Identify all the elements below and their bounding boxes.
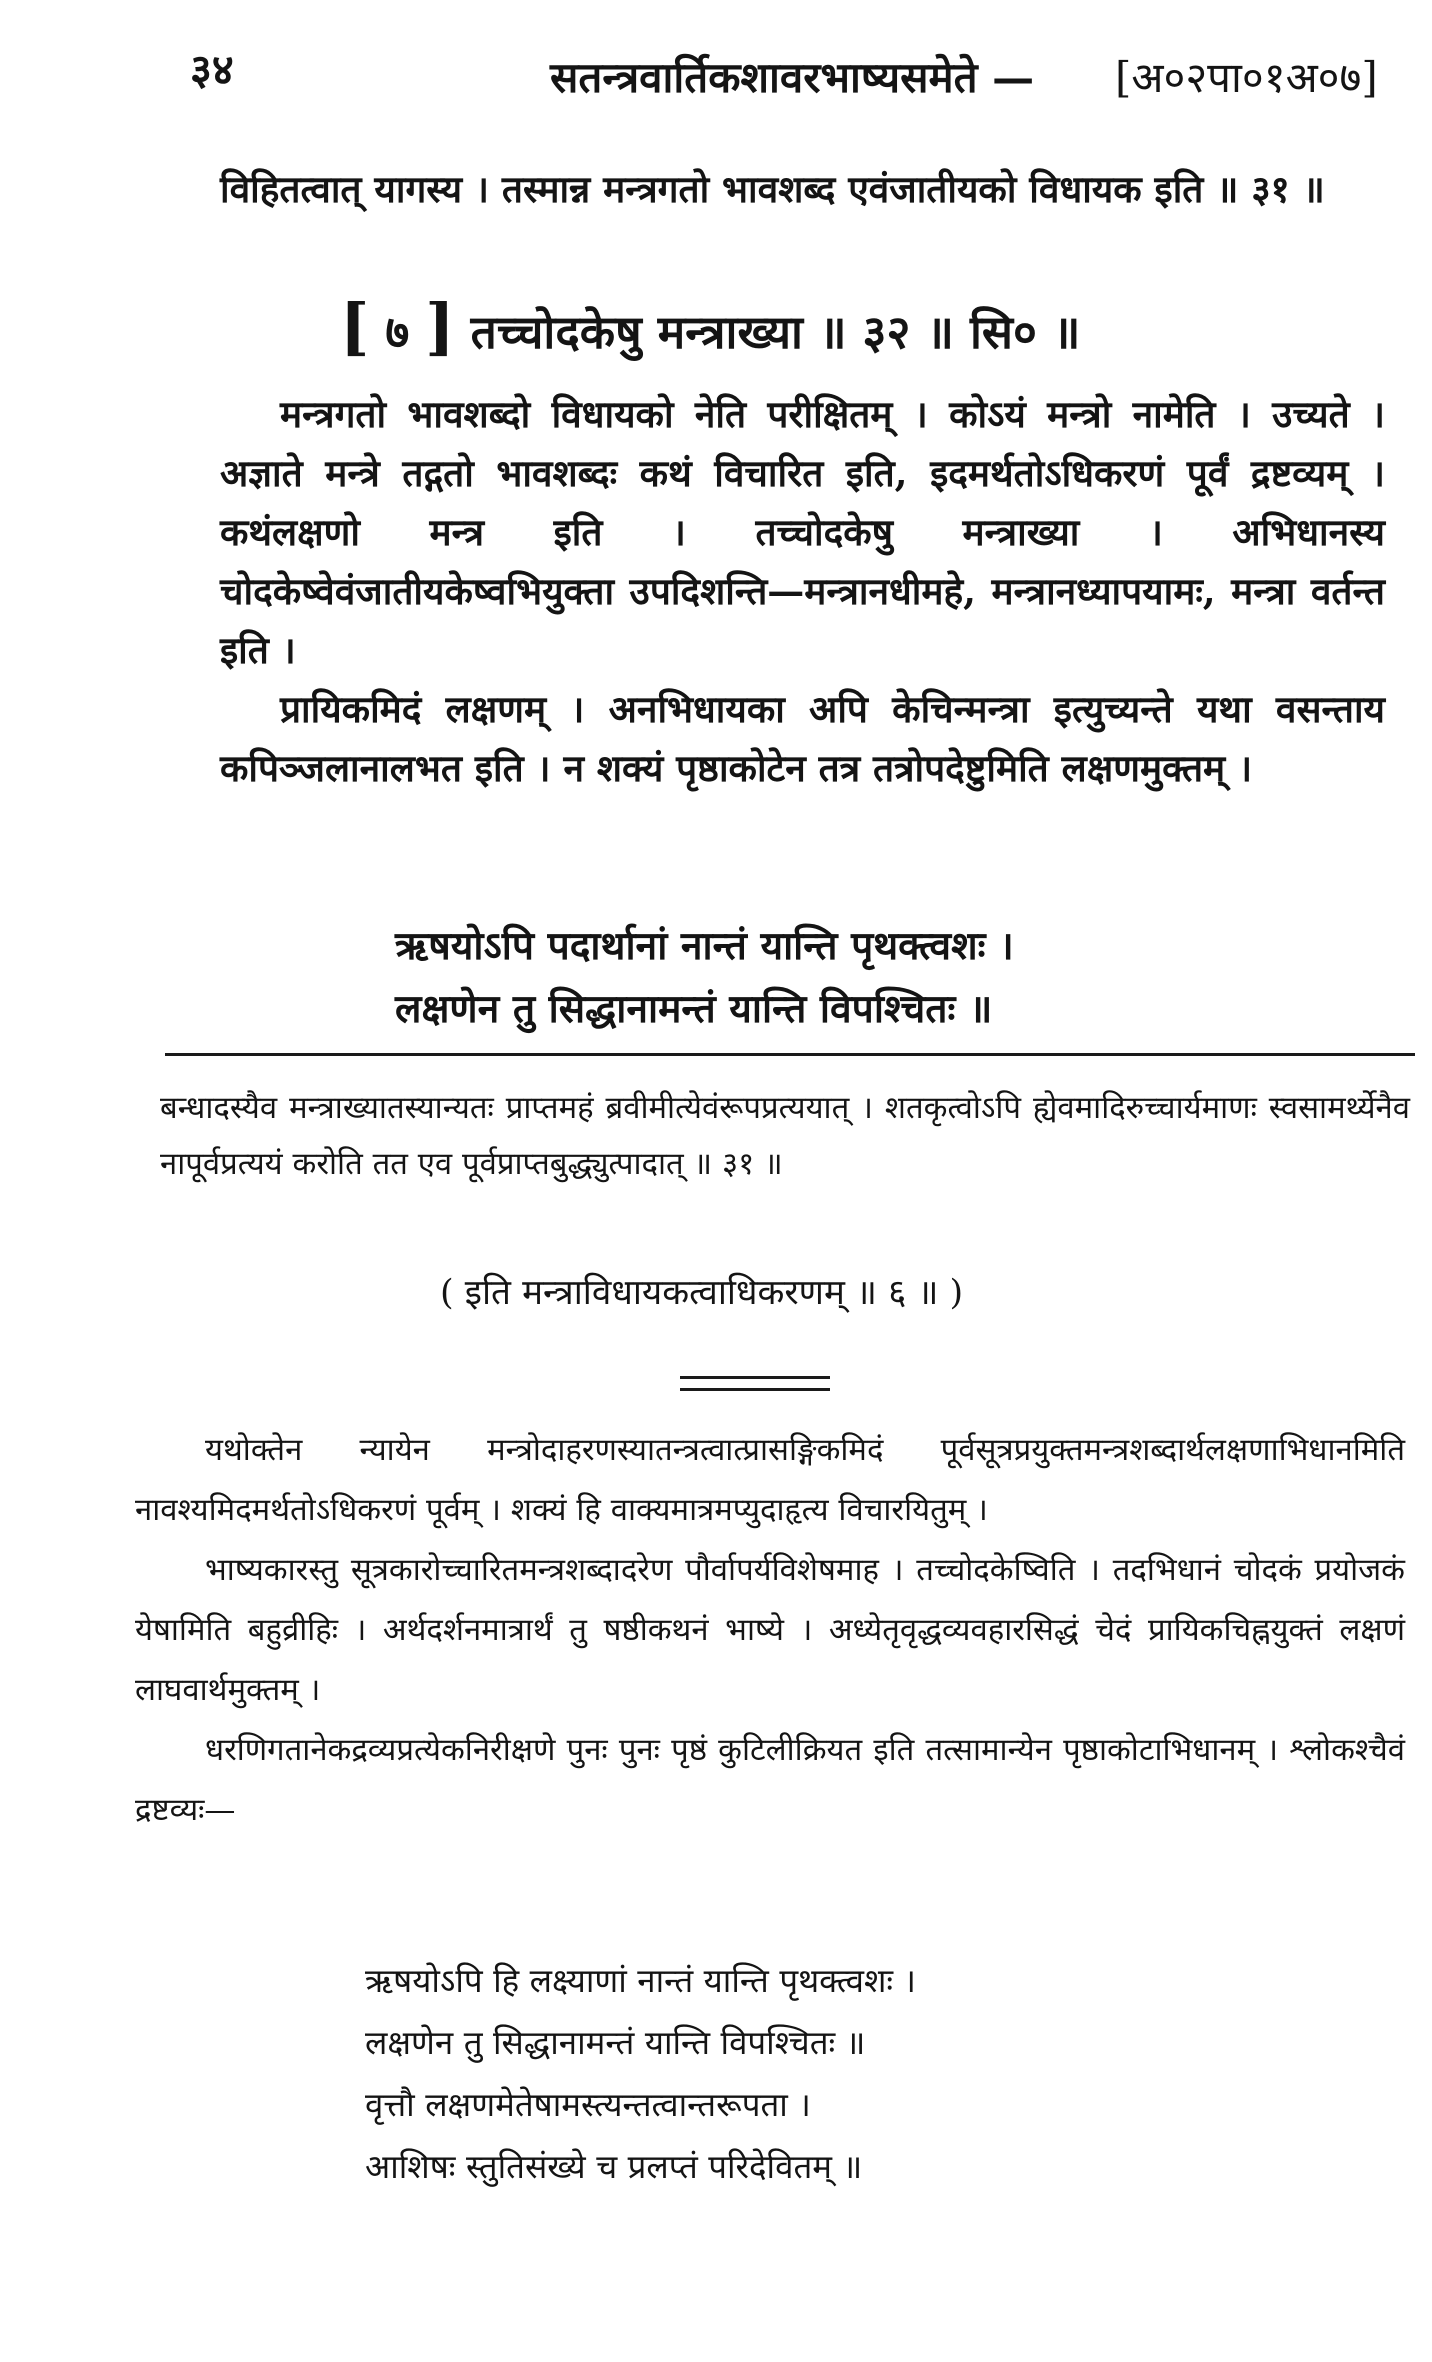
- section-reference: [अ०२पा०१अ०७]: [1115, 53, 1378, 102]
- footnote: [160, 1080, 1410, 1192]
- main-verse: [395, 915, 1014, 1041]
- commentary-verse: [365, 1950, 916, 2198]
- main-paragraph-3: प्रायिकमिदं लक्षणम् । अनभिधायका अपि केचिन्मन्त्रा इत्युच्यन्ते यथा वसन्ताय कपिञ्जलानालभत इति । न शक्यं पृष्ठाकोटेन तत्र तत्रोपदेष्टुमिति लक्षणमुक्तम् ।: [220, 687, 1385, 790]
- commentary-paragraph-3: धरणिगतानेकद्रव्यप्रत्येकनिरीक्षणे पुनः पुनः पृष्ठं कुटिलीक्रियत इति तत्सामान्येन पृष्ठाकोटाभिधानम् । श्लोकश्चैवं द्रष्टव्यः—: [135, 1732, 1405, 1828]
- double-rule-divider: [680, 1376, 830, 1391]
- main-text-top: [220, 160, 1375, 219]
- commentary: [135, 1420, 1405, 1840]
- sutra-close-bracket: ]: [425, 290, 455, 363]
- footnote-text: बन्धादस्यैव मन्त्राख्यातस्यान्यतः प्राप्तमहं ब्रवीमीत्येवंरूपप्रत्ययात् । शतकृत्वोऽपि ह्येवमादिरुच्चार्यमाणः स्वसामर्थ्येनैव नापूर्वप्रत्ययं करोति तत एव पूर्वप्राप्तबुद्ध्युत्पादात् ॥ ३१ ॥: [160, 1090, 1410, 1182]
- running-title: सतन्त्रवार्तिकशावरभाष्यसमेते —: [550, 53, 1035, 102]
- main-paragraph-1: विहितत्वात् यागस्य । तस्मान्न मन्त्रगतो भावशब्द एवंजातीयको विधायक इति ॥ ३१ ॥: [220, 167, 1325, 211]
- main-paragraph-2: मन्त्रगतो भावशब्दो विधायको नेति परीक्षितम् । कोऽयं मन्त्रो नामेति । उच्यते । अज्ञाते मन्त्रे तद्गतो भावशब्दः कथं विचारित इति, इदमर्थतोऽधिकरणं पूर्वं द्रष्टव्यम् । कथंलक्षणो मन्त्र इति । तच्चोदकेषु मन्त्राख्या । अभिधानस्य चोदकेष्वेवंजातीयकेष्वभियुक्ता उपदिशन्ति—मन्त्रानधीमहे, मन्त्रानध्यापयामः, मन्त्रा वर्तन्त इति ।: [220, 392, 1385, 672]
- sutra-heading: [340, 290, 1340, 363]
- commentary-paragraph-1: यथोक्तेन न्यायेन मन्त्रोदाहरणस्यातन्त्रत्वात्प्रासङ्गिकमिदं पूर्वसूत्रप्रयुक्तमन्त्रशब्दार्थलक्षणाभिधानमिति नावश्यमिदमर्थतोऽधिकरणं पूर्वम् । शक्यं हि वाक्यमात्रमप्युदाहृत्य विचारयितुम् ।: [135, 1432, 1405, 1528]
- adhikarana-colophon: ( इति मन्त्राविधायकत्वाधिकरणम् ॥ ६ ॥ ): [440, 1273, 964, 1313]
- commentary-paragraph-2: भाष्यकारस्तु सूत्रकारोच्चारितमन्त्रशब्दादरेण पौर्वापर्यविशेषमाह । तच्चोदकेष्विति । तदभिधानं चोदकं प्रयोजकं येषामिति बहुव्रीहिः । अर्थदर्शनमात्रार्थं तु षष्ठीकथनं भाष्ये । अध्येतृवृद्धव्यवहारसिद्धं चेदं प्रायिकचिह्नयुक्तं लक्षणं लाघवार्थमुक्तम् ।: [135, 1552, 1405, 1708]
- main-text: [220, 385, 1385, 798]
- page-number: ३४: [190, 45, 234, 94]
- sutra-open-bracket: [: [340, 290, 370, 363]
- footnote-divider: [165, 1053, 1415, 1056]
- page-header: [180, 30, 1410, 110]
- main-verse-line-1: ऋषयोऽपि पदार्थानां नान्तं यान्ति पृथक्त्वशः ।: [395, 923, 1014, 969]
- commentary-verse-line-4: आशिषः स्तुतिसंख्ये च प्रलप्तं परिदेवितम् ॥: [365, 2147, 863, 2186]
- main-verse-line-2: लक्षणेन तु सिद्धानामन्तं यान्ति विपश्चितः ॥: [395, 986, 993, 1032]
- sutra-number: ७: [385, 305, 410, 359]
- commentary-verse-line-2: लक्षणेन तु सिद्धानामन्तं यान्ति विपश्चितः ॥: [365, 2023, 866, 2062]
- sutra-text: तच्चोदकेषु मन्त्राख्या ॥ ३२ ॥ सि० ॥: [470, 305, 1081, 359]
- commentary-verse-line-3: वृत्तौ लक्षणमेतेषामस्त्यन्तत्वान्तरूपता ।: [365, 2085, 811, 2124]
- commentary-verse-line-1: ऋषयोऽपि हि लक्ष्याणां नान्तं यान्ति पृथक्त्वशः ।: [365, 1961, 917, 2000]
